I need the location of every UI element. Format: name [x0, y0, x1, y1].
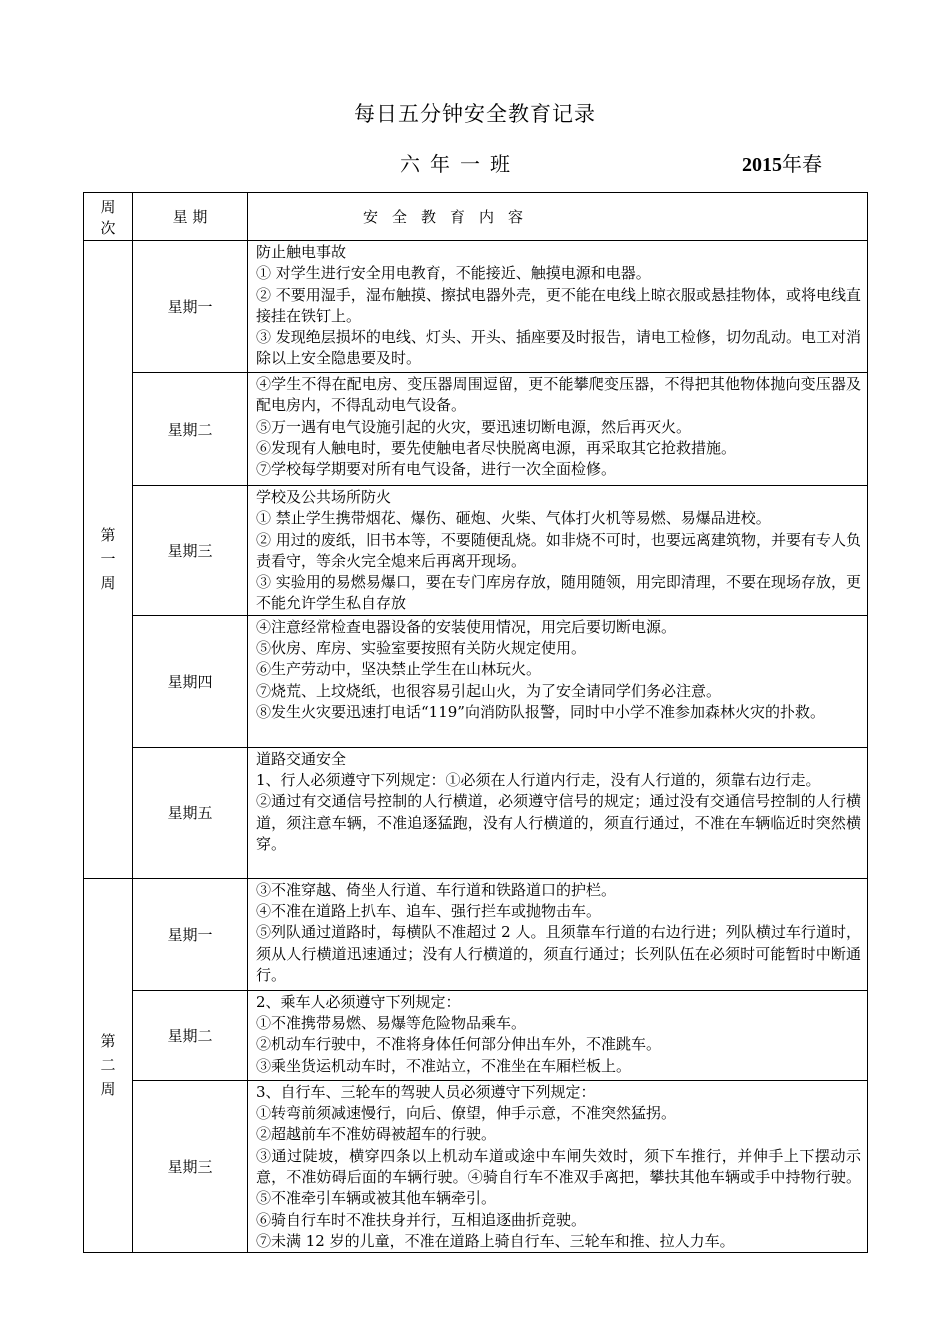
content-cell — [248, 747, 868, 878]
content-cell — [248, 878, 868, 990]
content-line: 3、自行车、三轮车的驾驶人员必须遵守下列规定： — [256, 1082, 596, 1101]
content-cell — [248, 1080, 868, 1252]
content-line: 道路交通安全 — [256, 749, 347, 768]
content-cell — [248, 373, 868, 486]
table-row — [84, 241, 868, 373]
content-line: ② 用过的废纸，旧书本等，不要随便乱烧。如非烧不可时，也要远离建筑物，并要有专人负责看守，等余火完全熄来后再离开现场。 — [256, 530, 861, 570]
week-label: 第 一 周 — [84, 241, 133, 879]
content-line: 2、乘车人必须遵守下列规定： — [256, 992, 461, 1011]
content-line: ⑦烧荒、上坟烧纸，也很容易引起山火，为了安全请同学们务必注意。 — [256, 681, 722, 700]
table-row — [84, 486, 868, 616]
content-line: ③ 实验用的易燃易爆口，要在专门库房存放，随用随领，用完即清理，不要在现场存放，更不能允许学生私自存放 — [256, 573, 861, 613]
content-line: ⑥发现有人触电时，要先使触电者尽快脱离电源，再采取其它抢救措施。 — [256, 438, 737, 457]
content-line: ④不准在道路上扒车、追车、强行拦车或抛物击车。 — [256, 902, 602, 921]
day-label: 星期一 — [133, 878, 248, 990]
content-cell — [248, 990, 868, 1080]
day-label: 星期二 — [133, 990, 248, 1080]
content-cell — [248, 241, 868, 373]
content-cell — [248, 615, 868, 747]
content-line: ②通过有交通信号控制的人行横道，必须遵守信号的规定；通过没有交通信号控制的人行横道，须注意车辆，不准追逐猛跑，没有人行横道的，须直行通过，不准在车辆临近时突然横穿。 — [256, 792, 861, 853]
table-row — [84, 878, 868, 990]
table-row — [84, 990, 868, 1080]
content-line: ④注意经常检查电器设备的安装使用情况，用完后要切断电源。 — [256, 617, 677, 636]
week-label: 第 二 周 — [84, 878, 133, 1252]
content-line: ① 对学生进行安全用电教育，不能接近、触摸电源和电器。 — [256, 264, 651, 283]
header-content: 安全教育内容 — [248, 193, 868, 241]
content-line: ③乘坐货运机动车时，不准站立，不准坐在车厢栏板上。 — [256, 1056, 632, 1075]
content-line: ⑤伙房、库房、实验室要按照有关防火规定使用。 — [256, 639, 587, 658]
content-line: ③ 发现绝层损坏的电线、灯头、开头、插座要及时报告，请电工检修，切勿乱动。电工对消除以上安全隐患要及时。 — [256, 328, 861, 368]
header-week-text: 周 次 — [100, 197, 116, 237]
content-line: ① 禁止学生携带烟花、爆伤、砸炮、火柴、气体打火机等易燃、易爆品进校。 — [256, 509, 771, 528]
content-line: ② 不要用湿手，湿布触摸、擦拭电器外壳，更不能在电线上晾衣服或悬挂物体，或将电线直接挂在铁钉上。 — [256, 285, 861, 325]
day-label: 星期四 — [133, 615, 248, 747]
content-line: ⑤列队通过道路时，每横队不准超过 2 人。且须靠车行道的右边行进；列队横过车行道时，须从人行横道迅速通过；没有人行横道的，须直行通过；长列队伍在必须时可能暂时中断通行。 — [256, 923, 861, 984]
table-row — [84, 1080, 868, 1252]
header-week — [84, 193, 133, 241]
content-line: ⑧发生火灾要迅速打电话“119”向消防队报警，同时中小学不准参加森林火灾的扑救。 — [256, 702, 825, 721]
content-line: 1、行人必须遵守下列规定：①必须在人行道内行走，没有人行道的，须靠右边行走。 — [256, 771, 821, 790]
education-record-table — [83, 192, 868, 1253]
content-line: 学校及公共场所防火 — [256, 488, 392, 506]
class-name: 六年一班 — [400, 152, 520, 176]
term — [742, 148, 822, 177]
day-label: 星期五 — [133, 747, 248, 878]
table-header-row — [84, 193, 868, 241]
term-year: 2015 — [742, 154, 782, 176]
day-label: 星期二 — [133, 373, 248, 486]
content-line: ③通过陡坡，横穿四条以上机动车道或途中车闸失效时，须下车推行，并伸手上下摆动示意，不准妨碍后面的车辆行驶。④骑自行车不准双手离把，攀扶其他车辆或手中持物行驶。 ⑤不准牵引车辆或被其他车辆牵引。 — [256, 1146, 861, 1208]
content-line: ⑦学校每学期要对所有电气设备，进行一次全面检修。 — [256, 460, 617, 479]
day-label: 星期一 — [133, 241, 248, 373]
table-row — [84, 615, 868, 747]
day-label: 星期三 — [133, 486, 248, 616]
content-line: ②机动车行驶中，不准将身体任何部分伸出车外，不准跳车。 — [256, 1035, 662, 1054]
table-row — [84, 747, 868, 878]
table-row — [84, 373, 868, 486]
content-line: ⑥骑自行车时不准扶身并行，互相追逐曲折竞驶。 — [256, 1210, 587, 1229]
content-line: ①不准携带易燃、易爆等危险物品乘车。 — [256, 1014, 527, 1033]
content-line: 防止触电事故 — [256, 243, 347, 261]
content-line: ⑦未满 12 岁的儿童，不准在道路上骑自行车、三轮车和推、拉人力车。 — [256, 1231, 735, 1250]
content-line: ⑤万一遇有电气设施引起的火灾，要迅速切断电源，然后再灭火。 — [256, 417, 692, 436]
term-season: 年春 — [782, 152, 822, 176]
content-line: ②超越前车不准妨碍被超车的行驶。 — [256, 1125, 497, 1144]
content-line: ⑥生产劳动中，坚决禁止学生在山林玩火。 — [256, 660, 542, 679]
page-title: 每日五分钟安全教育记录 — [354, 102, 596, 126]
header-day: 星 期 — [133, 193, 248, 241]
content-line: ①转弯前须减速慢行，向后、僚望，伸手示意，不准突然猛拐。 — [256, 1104, 677, 1123]
content-line: ④学生不得在配电房、变压器周围逗留，更不能攀爬变压器，不得把其他物体抛向变压器及配电房内，不得乱动电气设备。 — [256, 375, 861, 415]
day-label: 星期三 — [133, 1080, 248, 1252]
content-line: ③不准穿越、倚坐人行道、车行道和铁路道口的护栏。 — [256, 880, 617, 899]
content-cell — [248, 486, 868, 616]
